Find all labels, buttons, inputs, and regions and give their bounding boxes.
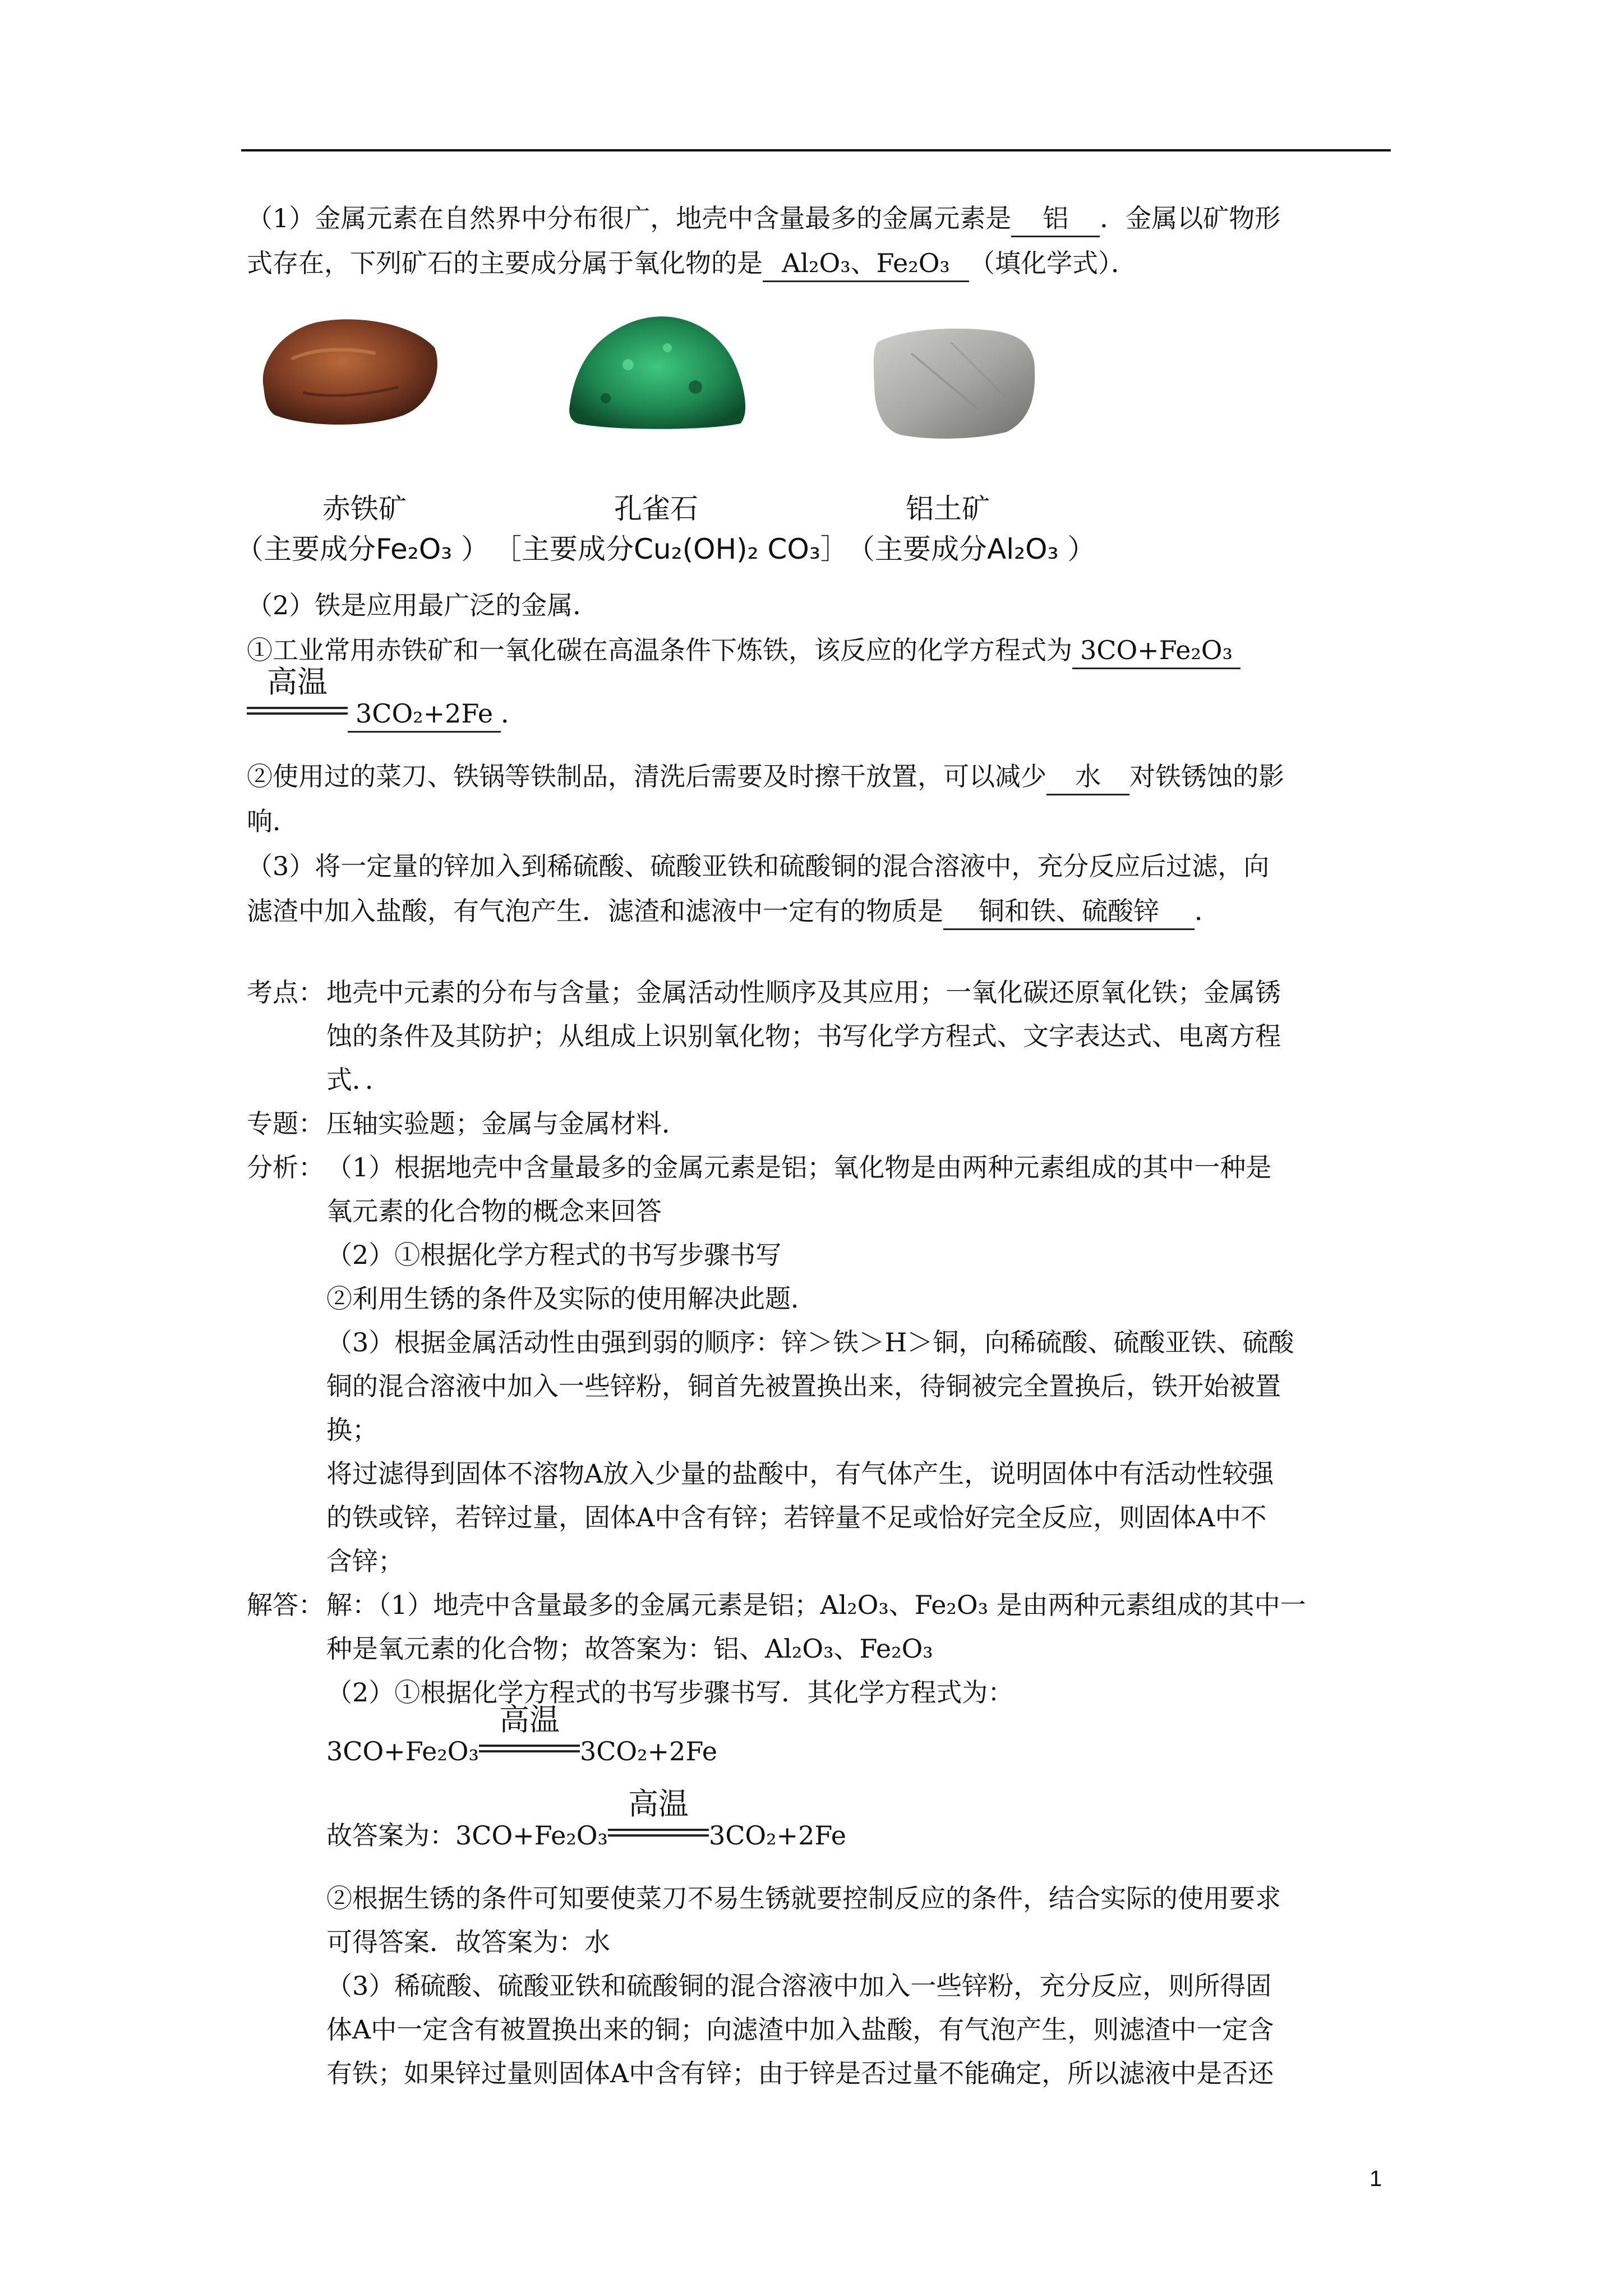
reaction-condition: 高温: [479, 1728, 580, 1765]
fenxi-line: （1）根据地壳中含量最多的金属元素是铝；氧化物是由两种元素组成的其中一种是: [326, 1152, 1272, 1182]
kaodian-line: 蚀的条件及其防护；从组成上识别氧化物；书写化学方程式、文字表达式、电离方程: [326, 1021, 1281, 1051]
q1-line-1: （1）金属元素在自然界中分布很广，地壳中含量最多的金属元素是 铝 ．金属以矿物形: [247, 196, 1280, 240]
jieda-line: 体A中一定含有被置换出来的铜；向滤渣中加入盐酸，有气泡产生，则滤渣中一定含: [326, 2014, 1274, 2045]
jieda-line: 种是氧元素的化合物；故答案为：铝、Al₂O₃、Fe₂O₃: [326, 1634, 933, 1664]
mineral-name-malachite: 孔雀石: [614, 493, 698, 525]
q2-line-4: 响．: [247, 806, 298, 836]
q2-intro: （2）铁是应用最广泛的金属．: [247, 590, 599, 620]
fenxi-line: 将过滤得到固体不溶物A放入少量的盐酸中，有气体产生，说明固体中有活动性较强: [326, 1458, 1274, 1489]
fenxi-line: 氧元素的化合物的概念来回答: [326, 1196, 662, 1226]
mineral-formula-bauxite: （主要成分Al₂O₃ ）: [847, 533, 1096, 565]
answer-blank-water: 水: [1046, 759, 1129, 795]
zhuanti-text: 压轴实验题；金属与金属材料．: [326, 1108, 688, 1139]
answer-blank-equation-right: 3CO₂+2Fe: [348, 696, 501, 733]
zhuanti-label: 专题：: [247, 1108, 324, 1139]
q2-equation-line: 高温 3CO₂+2Fe ．: [247, 690, 527, 735]
jieda-line: 解：（1）地壳中含量最多的金属元素是铝；Al₂O₃、Fe₂O₃ 是由两种元素组成的其中一: [326, 1590, 1306, 1620]
mineral-name-bauxite: 铝土矿: [906, 493, 990, 525]
kaodian-label: 考点：: [247, 977, 324, 1007]
malachite-image: [561, 303, 751, 443]
header-rule: [241, 149, 1391, 151]
reaction-condition: 高温: [608, 1812, 709, 1849]
answer-blank-substances: 铜和铁、硫酸锌: [943, 894, 1195, 930]
q2-line-3: ②使用过的菜刀、铁锅等铁制品，清洗后需要及时擦干放置，可以减少 水 对铁锈蚀的影: [247, 754, 1284, 798]
q2-line-1: ①工业常用赤铁矿和一氧化碳在高温条件下炼铁，该反应的化学方程式为 3CO+Fe₂O₃: [247, 628, 1241, 672]
q3-line-2: 滤渣中加入盐酸，有气泡产生．滤渣和滤液中一定有的物质是 铜和铁、硫酸锌 ．: [247, 889, 1220, 933]
jieda-line: （2）①根据化学方程式的书写步骤书写．其化学方程式为：: [326, 1677, 1014, 1708]
page-number: 1: [1370, 2166, 1382, 2191]
mineral-formula-hematite: （主要成分Fe₂O₃ ）: [236, 533, 490, 565]
jieda-line: ②根据生锈的条件可知要使菜刀不易生锈就要控制反应的条件，结合实际的使用要求: [326, 1883, 1281, 1913]
bauxite-image: [866, 320, 1046, 449]
fenxi-line: 含锌；: [326, 1546, 404, 1576]
fenxi-line: （2）①根据化学方程式的书写步骤书写: [326, 1240, 782, 1270]
jieda-line: （3）稀硫酸、硫酸亚铁和硫酸铜的混合溶液中加入一些锌粉，充分反应，则所得固: [326, 1971, 1272, 2001]
jieda-answer-equation: 故答案为：3CO+Fe₂O₃ 高温 3CO₂+2Fe: [326, 1786, 846, 1851]
mineral-formula-malachite: ［主要成分Cu₂(OH)₂ CO₃］: [494, 533, 849, 565]
jieda-line: 可得答案．故答案为：水: [326, 1927, 610, 1957]
answer-blank-equation-left: 3CO+Fe₂O₃: [1072, 633, 1241, 669]
hematite-image: [252, 309, 443, 438]
kaodian-line: 式．．: [326, 1065, 391, 1095]
fenxi-line: 铜的混合溶液中加入一些锌粉，铜首先被置换出来，待铜被完全置换后，铁开始被置: [326, 1371, 1281, 1401]
jieda-equation: 3CO+Fe₂O₃ 高温 3CO₂+2Fe: [326, 1702, 717, 1766]
q3-line-1: （3）将一定量的锌加入到稀硫酸、硫酸亚铁和硫酸铜的混合溶液中，充分反应后过滤，向: [247, 851, 1270, 881]
fenxi-line: 换；: [326, 1415, 378, 1445]
fenxi-line: ②利用生锈的条件及实际的使用解决此题．: [326, 1283, 817, 1314]
jieda-label: 解答：: [247, 1590, 324, 1620]
fenxi-line: （3）根据金属活动性由强到弱的顺序：锌＞铁＞H＞铜，向稀硫酸、硫酸亚铁、硫酸: [326, 1327, 1294, 1358]
mineral-name-hematite: 赤铁矿: [322, 493, 407, 525]
answer-blank-oxides: Al₂O₃、Fe₂O₃: [763, 246, 969, 282]
answer-blank-aluminum: 铝: [1011, 201, 1100, 237]
reaction-condition: 高温: [247, 690, 348, 727]
fenxi-label: 分析：: [247, 1152, 324, 1182]
fenxi-line: 的铁或锌，若锌过量，固体A中含有锌；若锌量不足或恰好完全反应，则固体A中不: [326, 1502, 1267, 1533]
kaodian-line: 地壳中元素的分布与含量；金属活动性顺序及其应用；一氧化碳还原氧化铁；金属锈: [326, 977, 1281, 1007]
jieda-line: 有铁；如果锌过量则固体A中含有锌；由于锌是否过量不能确定，所以滤液中是否还: [326, 2058, 1274, 2088]
q1-line-2: 式存在，下列矿石的主要成分属于氧化物的是 Al₂O₃、Fe₂O₃ （填化学式）．: [247, 241, 1137, 285]
